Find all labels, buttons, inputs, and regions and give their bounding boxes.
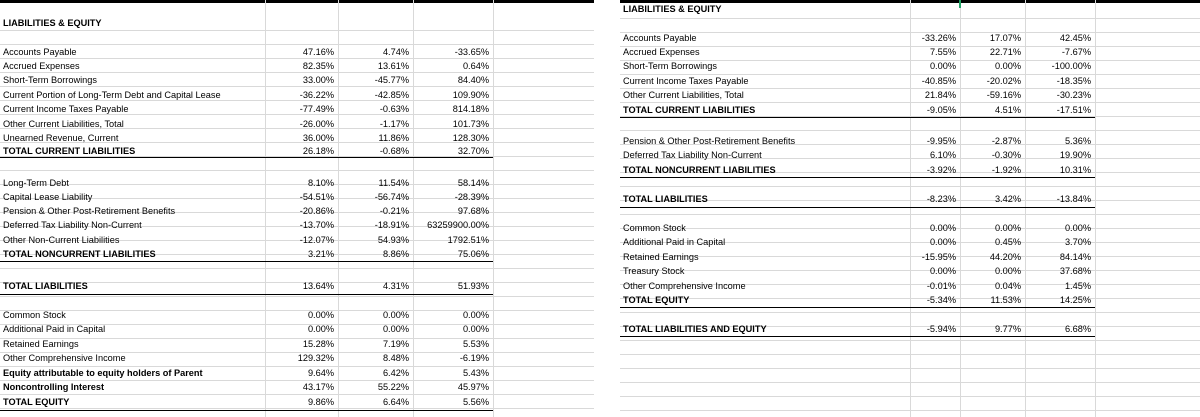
value-cell[interactable]: 32.70% [457,146,489,156]
value-cell[interactable]: 5.56% [462,397,489,407]
table-rule [620,307,1095,308]
value-cell[interactable]: -28.39% [454,192,489,202]
value-cell[interactable]: -17.51% [1056,105,1091,115]
value-cell[interactable]: 6.68% [1064,324,1091,334]
row-label: Other Non-Current Liabilities [3,235,120,245]
value-cell[interactable]: 9.77% [994,324,1021,334]
row-label: Accounts Payable [3,47,77,57]
value-cell[interactable]: 109.90% [452,90,489,100]
value-cell[interactable]: 58.14% [457,178,489,188]
left-spreadsheet[interactable] [0,0,594,417]
value-cell[interactable]: -7.67% [1061,47,1091,57]
row-label: Short-Term Borrowings [623,61,717,71]
value-cell[interactable]: -3.92% [926,165,956,175]
row-label: TOTAL NONCURRENT LIABILITIES [623,165,776,175]
value-cell[interactable]: -12.07% [299,235,334,245]
value-cell[interactable]: -13.84% [1056,194,1091,204]
row-label: Equity attributable to equity holders of Parent [3,368,203,378]
value-cell[interactable]: 13.61% [377,61,409,71]
grid-row-line [620,186,1200,187]
row-label: Other Comprehensive Income [3,353,126,363]
grid-row-line [620,410,1200,411]
row-label: TOTAL EQUITY [3,397,70,407]
value-cell[interactable]: 5.53% [462,339,489,349]
row-label: Short-Term Borrowings [3,75,97,85]
value-cell[interactable]: -20.02% [986,76,1021,86]
value-cell[interactable]: -18.91% [374,220,409,230]
row-label: TOTAL EQUITY [623,295,690,305]
table-rule [620,177,1095,178]
table-rule [620,117,1095,118]
value-cell[interactable]: 0.00% [307,310,334,320]
value-cell[interactable]: 7.19% [382,339,409,349]
value-cell[interactable]: 26.18% [302,146,334,156]
value-cell[interactable]: 84.14% [1059,252,1091,262]
grid-row-line [620,340,1200,341]
value-cell[interactable]: 10.31% [1059,165,1091,175]
row-label: TOTAL LIABILITIES [623,194,708,204]
value-cell[interactable]: -26.00% [299,119,334,129]
value-cell[interactable]: 44.20% [989,252,1021,262]
value-cell[interactable]: 97.68% [457,206,489,216]
row-label: Deferred Tax Liability Non-Current [3,220,142,230]
value-cell[interactable]: 0.00% [994,61,1021,71]
value-cell[interactable]: 0.00% [929,61,956,71]
value-cell[interactable]: -6.19% [459,353,489,363]
value-cell[interactable]: 4.74% [382,47,409,57]
value-cell[interactable]: 0.00% [462,310,489,320]
row-label: Long-Term Debt [3,178,69,188]
value-cell[interactable]: 9.86% [307,397,334,407]
value-cell[interactable]: -5.94% [926,324,956,334]
value-cell[interactable]: 101.73% [452,119,489,129]
row-label: Noncontrolling Interest [3,382,105,392]
value-cell[interactable]: -59.16% [986,90,1021,100]
value-cell[interactable]: 0.00% [929,266,956,276]
table-rule [0,294,493,295]
grid-row-line [620,18,1200,19]
value-cell[interactable]: 33.00% [302,75,334,85]
value-cell[interactable]: 0.00% [929,237,956,247]
value-cell[interactable]: 814.18% [452,104,489,114]
value-cell[interactable]: 6.10% [929,150,956,160]
value-cell[interactable]: 3.21% [307,249,334,259]
value-cell[interactable]: 42.45% [1059,33,1091,43]
value-cell[interactable]: 9.64% [307,368,334,378]
row-label: Current Income Taxes Payable [3,104,129,114]
top-border [0,0,594,3]
value-cell[interactable]: 14.25% [1059,295,1091,305]
row-label: TOTAL NONCURRENT LIABILITIES [3,249,156,259]
value-cell[interactable]: 0.00% [929,223,956,233]
value-cell[interactable]: -0.21% [379,206,409,216]
value-cell[interactable]: 37.68% [1059,266,1091,276]
row-label: Accounts Payable [623,33,697,43]
row-label: Unearned Revenue, Current [3,133,119,143]
row-label: Common Stock [3,310,66,320]
value-cell[interactable]: -9.05% [926,105,956,115]
value-cell[interactable]: -15.95% [921,252,956,262]
table-rule [0,261,493,262]
value-cell[interactable]: 1.45% [1064,281,1091,291]
value-cell[interactable]: -36.22% [299,90,334,100]
value-cell[interactable]: -0.01% [926,281,956,291]
value-cell[interactable]: 0.00% [307,324,334,334]
table-rule [620,336,1095,337]
value-cell[interactable]: 17.07% [989,33,1021,43]
value-cell[interactable]: 0.64% [462,61,489,71]
grid-row-line [620,354,1200,355]
grid-row-line [620,214,1200,215]
value-cell[interactable]: -5.34% [926,295,956,305]
grid-row-line [0,296,594,297]
right-spreadsheet[interactable] [620,0,1200,417]
value-cell[interactable]: 4.51% [994,105,1021,115]
table-rule [620,207,1095,208]
value-cell[interactable]: 6.64% [382,397,409,407]
value-cell[interactable]: 5.36% [1064,136,1091,146]
value-cell[interactable]: 15.28% [302,339,334,349]
value-cell[interactable]: 51.93% [457,281,489,291]
value-cell[interactable]: 0.00% [382,324,409,334]
row-label: Current Portion of Long-Term Debt and Capital Lease [3,90,221,100]
value-cell[interactable]: -56.74% [374,192,409,202]
row-label: Other Comprehensive Income [623,281,746,291]
value-cell[interactable]: 21.84% [924,90,956,100]
row-label: Additional Paid in Capital [623,237,726,247]
value-cell[interactable]: 13.64% [302,281,334,291]
value-cell[interactable]: -100.00% [1051,61,1091,71]
grid-row-line [620,396,1200,397]
value-cell[interactable]: 22.71% [989,47,1021,57]
value-cell[interactable]: 0.00% [994,266,1021,276]
selected-cell-marker [959,0,961,8]
row-label: TOTAL LIABILITIES AND EQUITY [623,324,767,334]
value-cell[interactable]: 82.35% [302,61,334,71]
row-label: TOTAL CURRENT LIABILITIES [3,146,136,156]
row-label: Additional Paid in Capital [3,324,106,334]
row-label: Pension & Other Post-Retirement Benefits [3,206,176,216]
grid-column-line [493,0,494,417]
row-label: Capital Lease Liability [3,192,93,202]
value-cell[interactable]: -0.68% [379,146,409,156]
value-cell[interactable]: 129.32% [297,353,334,363]
grid-row-line [0,170,594,171]
value-cell[interactable]: 54.93% [377,235,409,245]
value-cell[interactable]: 7.55% [929,47,956,57]
value-cell[interactable]: 45.97% [457,382,489,392]
sheet-title: LIABILITIES & EQUITY [3,18,102,28]
value-cell[interactable]: -20.86% [299,206,334,216]
value-cell[interactable]: -8.23% [926,194,956,204]
grid-row-line [620,312,1200,313]
row-label: TOTAL LIABILITIES [3,281,88,291]
value-cell[interactable]: 43.17% [302,382,334,392]
row-label: Other Current Liabilities, Total [623,90,744,100]
value-cell[interactable]: 3.70% [1064,237,1091,247]
row-label: Current Income Taxes Payable [623,76,749,86]
value-cell[interactable]: -1.92% [991,165,1021,175]
grid-row-line [0,30,594,31]
value-cell[interactable]: -33.65% [454,47,489,57]
value-cell[interactable]: 8.48% [382,353,409,363]
value-cell[interactable]: -0.30% [991,150,1021,160]
value-cell[interactable]: -1.17% [379,119,409,129]
value-cell[interactable]: 55.22% [377,382,409,392]
value-cell[interactable]: 4.31% [382,281,409,291]
value-cell[interactable]: -54.51% [299,192,334,202]
row-label: Other Current Liabilities, Total [3,119,124,129]
value-cell[interactable]: 63259900.00% [427,220,489,230]
value-cell[interactable]: 5.43% [462,368,489,378]
row-label: Deferred Tax Liability Non-Current [623,150,762,160]
grid-row-line [620,368,1200,369]
sheet-title: LIABILITIES & EQUITY [623,4,722,14]
row-label: Common Stock [623,223,686,233]
value-cell[interactable]: 11.54% [378,178,409,188]
table-rule [0,157,493,158]
row-label: Pension & Other Post-Retirement Benefits [623,136,796,146]
value-cell[interactable]: -45.77% [374,75,409,85]
value-cell[interactable]: -77.49% [299,104,334,114]
value-cell[interactable]: 0.00% [382,310,409,320]
value-cell[interactable]: 1792.51% [447,235,489,245]
value-cell[interactable]: 75.06% [457,249,489,259]
value-cell[interactable]: 47.16% [302,47,334,57]
value-cell[interactable]: -40.85% [921,76,956,86]
value-cell[interactable]: 8.10% [307,178,334,188]
value-cell[interactable]: -13.70% [299,220,334,230]
grid-row-line [620,130,1200,131]
row-label: Retained Earnings [623,252,699,262]
grid-row-line [0,268,594,269]
table-rule [0,410,493,411]
value-cell[interactable]: 11.86% [378,133,409,143]
row-label: Accrued Expenses [623,47,700,57]
sheet-gap [594,0,620,417]
row-label: Treasury Stock [623,266,685,276]
value-cell[interactable]: -18.35% [1056,76,1091,86]
value-cell[interactable]: 0.00% [462,324,489,334]
row-label: TOTAL CURRENT LIABILITIES [623,105,756,115]
value-cell[interactable]: 0.00% [1064,223,1091,233]
value-cell[interactable]: -2.87% [991,136,1021,146]
value-cell[interactable]: -30.23% [1056,90,1091,100]
value-cell[interactable]: 8.86% [382,249,409,259]
value-cell[interactable]: 19.90% [1059,150,1091,160]
value-cell[interactable]: -0.63% [379,104,409,114]
value-cell[interactable]: 0.45% [994,237,1021,247]
value-cell[interactable]: 128.30% [452,133,489,143]
row-label: Accrued Expenses [3,61,80,71]
value-cell[interactable]: -33.26% [921,33,956,43]
grid-row-line [620,382,1200,383]
value-cell[interactable]: -9.95% [926,136,956,146]
value-cell[interactable]: 0.04% [994,281,1021,291]
value-cell[interactable]: -42.85% [374,90,409,100]
value-cell[interactable]: 11.53% [990,295,1021,305]
value-cell[interactable]: 84.40% [457,75,489,85]
value-cell[interactable]: 3.42% [994,194,1021,204]
value-cell[interactable]: 0.00% [994,223,1021,233]
value-cell[interactable]: 6.42% [382,368,409,378]
value-cell[interactable]: 36.00% [302,133,334,143]
row-label: Retained Earnings [3,339,79,349]
